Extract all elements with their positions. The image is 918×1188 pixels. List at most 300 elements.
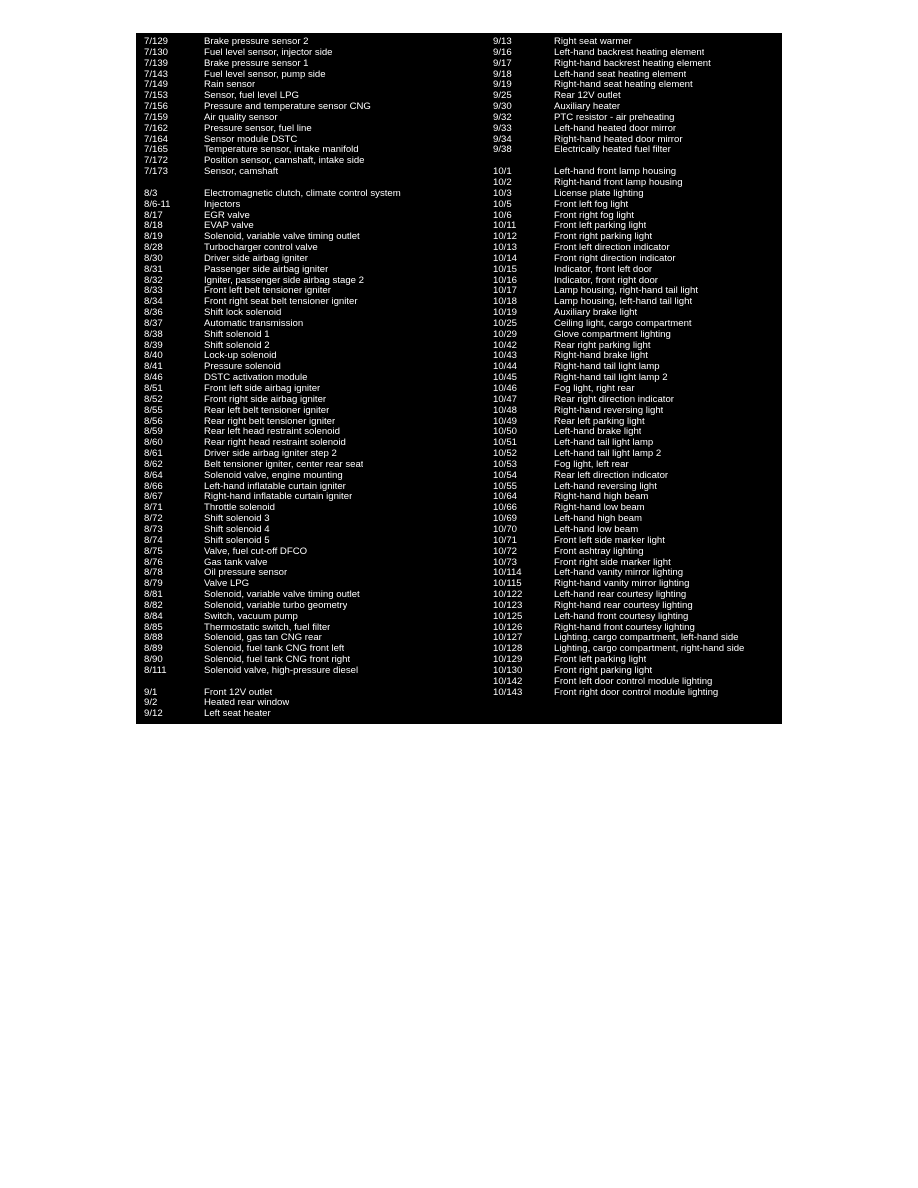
- component-code: 10/14: [493, 252, 518, 264]
- component-code: 9/16: [493, 46, 512, 58]
- component-code: 10/50: [493, 426, 518, 438]
- component-description: Lighting, cargo compartment, right-hand side: [554, 644, 745, 655]
- component-row: [493, 482, 779, 493]
- component-description: Front left side airbag igniter: [204, 384, 321, 394]
- component-description: Front right door control module lighting: [554, 687, 719, 698]
- component-code: 10/51: [493, 437, 518, 449]
- component-row: [144, 601, 484, 612]
- component-row: [144, 688, 484, 699]
- component-code: 9/33: [493, 122, 512, 134]
- component-row: [493, 406, 779, 417]
- component-row: [493, 167, 779, 178]
- component-description: Gas tank valve: [204, 557, 268, 568]
- component-row: [144, 633, 484, 644]
- component-code: 7/173: [144, 166, 169, 178]
- component-row: [144, 330, 484, 341]
- component-description: Lamp housing, left-hand tail light: [554, 297, 693, 308]
- component-code: 10/123: [493, 599, 523, 611]
- component-description: Rear 12V outlet: [554, 91, 621, 102]
- component-description: Front left belt tensioner igniter: [204, 286, 331, 297]
- component-description: Rear right parking light: [554, 340, 651, 351]
- component-code: 10/16: [493, 274, 518, 286]
- component-row: [144, 232, 484, 243]
- component-description: Front ashtray lighting: [554, 546, 644, 557]
- component-description: Front left fog light: [554, 199, 629, 210]
- component-description: Right-hand tail light lamp 2: [554, 373, 668, 384]
- right-column: [493, 37, 779, 698]
- component-code: 8/89: [144, 643, 163, 655]
- component-code: 7/149: [144, 79, 169, 91]
- component-row: [144, 644, 484, 655]
- component-code: 7/156: [144, 101, 169, 113]
- component-description: Solenoid, variable valve timing outlet: [204, 232, 360, 243]
- component-row: [144, 536, 484, 547]
- component-description: Solenoid valve, engine mounting: [204, 470, 343, 481]
- component-description: Pressure sensor, fuel line: [204, 123, 312, 134]
- component-description: Right-hand heated door mirror: [554, 134, 683, 145]
- component-row: [144, 91, 484, 102]
- component-description: Position sensor, camshaft, intake side: [204, 156, 365, 167]
- component-description: Glove compartment lighting: [554, 329, 671, 340]
- component-description: Lamp housing, right-hand tail light: [554, 286, 698, 297]
- component-code: 8/6-11: [144, 198, 171, 210]
- component-description: Right-hand tail light lamp: [554, 362, 660, 373]
- component-code: 8/18: [144, 220, 163, 232]
- component-code: 8/61: [144, 448, 163, 460]
- component-code: 10/18: [493, 296, 518, 308]
- component-row: [493, 37, 779, 48]
- component-description: Rear right direction indicator: [554, 394, 674, 405]
- component-row: [144, 384, 484, 395]
- component-description: Valve, fuel cut-off DFCO: [204, 546, 308, 557]
- component-description: Right-hand high beam: [554, 492, 649, 503]
- component-row: [144, 254, 484, 265]
- component-code: 7/153: [144, 90, 169, 102]
- component-description: Left-hand brake light: [554, 427, 642, 438]
- component-description: Fuel level sensor, pump side: [204, 69, 326, 80]
- component-row: [144, 514, 484, 525]
- component-description: Solenoid valve, high-pressure diesel: [204, 665, 359, 676]
- component-row: [493, 492, 779, 503]
- component-row: [144, 492, 484, 503]
- component-row: [493, 308, 779, 319]
- component-code: 8/71: [144, 502, 163, 514]
- component-description: Solenoid, variable valve timing outlet: [204, 590, 360, 601]
- component-description: Left-hand high beam: [554, 514, 643, 525]
- component-code: 9/32: [493, 111, 512, 123]
- component-code: 10/12: [493, 231, 518, 243]
- component-row: [144, 547, 484, 558]
- component-row: [144, 124, 484, 135]
- component-description: Front left door control module lighting: [554, 676, 713, 687]
- component-code: 10/1: [493, 166, 512, 178]
- component-description: Rear right belt tensioner igniter: [204, 416, 336, 427]
- component-row: [493, 536, 779, 547]
- component-row: [493, 145, 779, 156]
- component-code: 8/52: [144, 393, 163, 405]
- component-code: 8/66: [144, 480, 163, 492]
- component-description: Shift solenoid 2: [204, 340, 270, 351]
- component-code: 10/2: [493, 176, 512, 188]
- component-description: Solenoid, fuel tank CNG front left: [204, 644, 345, 655]
- component-description: DSTC activation module: [204, 373, 308, 384]
- component-row: [144, 471, 484, 482]
- component-row: [144, 362, 484, 373]
- component-code: 8/74: [144, 534, 163, 546]
- component-description: Brake pressure sensor 1: [204, 58, 309, 69]
- component-code: 9/34: [493, 133, 512, 145]
- component-list-panel: [136, 33, 782, 724]
- component-code: 8/81: [144, 589, 163, 601]
- component-code: 9/2: [144, 697, 158, 709]
- component-row: [493, 156, 779, 167]
- component-code: 8/62: [144, 458, 163, 470]
- component-description: Right-hand vanity mirror lighting: [554, 579, 690, 590]
- component-row: [493, 70, 779, 81]
- component-row: [144, 286, 484, 297]
- component-row: [144, 460, 484, 471]
- component-row: [144, 200, 484, 211]
- component-row: [144, 612, 484, 623]
- component-row: [144, 395, 484, 406]
- component-code: 8/111: [144, 664, 167, 676]
- component-description: Rear left direction indicator: [554, 470, 669, 481]
- component-code: 7/159: [144, 111, 169, 123]
- component-description: Right-hand low beam: [554, 503, 645, 514]
- component-description: Left seat heater: [204, 709, 271, 720]
- component-code: 9/18: [493, 68, 512, 80]
- component-row: [493, 80, 779, 91]
- component-code: 9/13: [493, 36, 512, 47]
- component-code: 8/3: [144, 187, 158, 199]
- component-description: Auxiliary brake light: [554, 308, 638, 319]
- component-row: [493, 427, 779, 438]
- component-description: Valve LPG: [204, 579, 250, 590]
- component-description: Electrically heated fuel filter: [554, 145, 671, 156]
- component-code: 10/6: [493, 209, 512, 221]
- component-code: 10/143: [493, 686, 523, 698]
- component-code: 10/122: [493, 589, 523, 601]
- component-row: [493, 633, 779, 644]
- component-code: 8/59: [144, 426, 163, 438]
- component-code: 8/17: [144, 209, 163, 221]
- component-row: [493, 211, 779, 222]
- component-code: 10/13: [493, 242, 518, 254]
- component-code: 8/46: [144, 372, 163, 384]
- component-row: [144, 558, 484, 569]
- component-description: Turbocharger control valve: [204, 243, 318, 254]
- component-row: [144, 666, 484, 677]
- component-code: 9/12: [144, 708, 163, 720]
- component-code: 7/130: [144, 46, 169, 58]
- component-row: [144, 243, 484, 254]
- component-code: 8/85: [144, 621, 163, 633]
- component-row: [144, 677, 484, 688]
- component-description: EGR valve: [204, 210, 250, 221]
- component-row: [493, 135, 779, 146]
- component-row: [144, 568, 484, 579]
- component-description: Front right seat belt tensioner igniter: [204, 297, 358, 308]
- component-row: [144, 417, 484, 428]
- component-row: [493, 351, 779, 362]
- component-code: 8/37: [144, 317, 163, 329]
- component-row: [144, 449, 484, 460]
- component-code: 10/69: [493, 513, 518, 525]
- component-description: Front left parking light: [554, 655, 647, 666]
- component-description: Electromagnetic clutch, climate control system: [204, 188, 401, 199]
- component-row: [144, 525, 484, 536]
- component-description: Left-hand seat heating element: [554, 69, 687, 80]
- component-row: [493, 644, 779, 655]
- component-code: 10/53: [493, 458, 518, 470]
- component-row: [493, 113, 779, 124]
- component-code: 10/5: [493, 198, 512, 210]
- component-description: Right-hand brake light: [554, 351, 648, 362]
- component-row: [144, 590, 484, 601]
- component-code: 7/129: [144, 36, 169, 47]
- component-row: [493, 124, 779, 135]
- component-row: [144, 59, 484, 70]
- component-row: [493, 341, 779, 352]
- component-code: 8/55: [144, 404, 163, 416]
- component-row: [144, 623, 484, 634]
- component-row: [493, 48, 779, 59]
- component-code: 10/43: [493, 350, 518, 362]
- component-row: [493, 221, 779, 232]
- component-row: [144, 178, 484, 189]
- component-code: 10/15: [493, 263, 518, 275]
- component-row: [493, 612, 779, 623]
- component-code: [144, 677, 204, 688]
- component-description: Pressure solenoid: [204, 362, 281, 373]
- component-description: Indicator, front right door: [554, 275, 658, 286]
- component-row: [144, 297, 484, 308]
- component-code: 10/44: [493, 361, 518, 373]
- component-code: 9/38: [493, 144, 512, 156]
- component-row: [493, 558, 779, 569]
- component-description: Passenger side airbag igniter: [204, 264, 329, 275]
- component-row: [493, 102, 779, 113]
- component-description: Sensor module DSTC: [204, 134, 298, 145]
- component-code: 10/25: [493, 317, 518, 329]
- component-row: [493, 677, 779, 688]
- component-code: 8/64: [144, 469, 163, 481]
- component-description: Solenoid, variable turbo geometry: [204, 600, 348, 611]
- component-description: Right seat warmer: [554, 37, 632, 47]
- component-row: [144, 319, 484, 330]
- component-code: 10/130: [493, 664, 523, 676]
- component-row: [493, 232, 779, 243]
- component-description: Lock-up solenoid: [204, 351, 277, 362]
- component-row: [493, 254, 779, 265]
- component-description: Left-hand backrest heating element: [554, 47, 705, 58]
- component-description: PTC resistor - air preheating: [554, 112, 675, 123]
- component-description: Temperature sensor, intake manifold: [204, 145, 359, 156]
- component-description: Shift solenoid 4: [204, 524, 270, 535]
- component-description: Sensor, fuel level LPG: [204, 91, 299, 102]
- component-code: 8/28: [144, 242, 163, 254]
- component-code: 8/34: [144, 296, 163, 308]
- component-code: 10/45: [493, 372, 518, 384]
- component-code: 10/52: [493, 448, 518, 460]
- component-code: 9/17: [493, 57, 512, 69]
- component-description: Front left side marker light: [554, 535, 665, 546]
- component-description: Pressure and temperature sensor CNG: [204, 102, 371, 113]
- component-description: Sensor, camshaft: [204, 167, 279, 178]
- component-code: 8/51: [144, 383, 163, 394]
- component-description: Left-hand vanity mirror lighting: [554, 568, 684, 579]
- component-row: [493, 91, 779, 102]
- component-row: [493, 547, 779, 558]
- component-row: [493, 601, 779, 612]
- component-code: 7/162: [144, 122, 169, 134]
- component-code: 9/25: [493, 90, 512, 102]
- component-code: 9/19: [493, 79, 512, 91]
- component-row: [144, 211, 484, 222]
- component-code: 9/30: [493, 101, 512, 113]
- component-code: 10/125: [493, 610, 523, 622]
- component-code: 10/64: [493, 491, 518, 503]
- component-row: [144, 503, 484, 514]
- component-code: 10/54: [493, 469, 518, 481]
- component-description: Front right direction indicator: [554, 253, 676, 264]
- component-row: [144, 406, 484, 417]
- component-row: [493, 655, 779, 666]
- component-code: 10/70: [493, 523, 518, 535]
- component-description: Right-hand front courtesy lighting: [554, 622, 695, 633]
- component-description: Front right side airbag igniter: [204, 394, 327, 405]
- component-description: Auxiliary heater: [554, 102, 621, 113]
- component-code: 8/39: [144, 339, 163, 351]
- component-description: Right-hand rear courtesy lighting: [554, 600, 693, 611]
- component-row: [493, 319, 779, 330]
- component-description: Automatic transmission: [204, 318, 304, 329]
- component-code: 7/143: [144, 68, 169, 80]
- component-description: Shift solenoid 3: [204, 514, 270, 525]
- component-row: [493, 449, 779, 460]
- component-row: [493, 384, 779, 395]
- component-code: 8/88: [144, 632, 163, 644]
- component-code: 8/36: [144, 307, 163, 319]
- component-code: 8/40: [144, 350, 163, 362]
- component-code: 8/19: [144, 231, 163, 243]
- component-row: [144, 373, 484, 384]
- component-code: 8/32: [144, 274, 163, 286]
- component-description: Rear left parking light: [554, 416, 645, 427]
- component-description: Switch, vacuum pump: [204, 611, 298, 622]
- component-description: Left-hand low beam: [554, 524, 639, 535]
- component-description: Belt tensioner igniter, center rear seat: [204, 459, 364, 470]
- component-description: Rear left head restraint solenoid: [204, 427, 340, 438]
- component-description: Front right parking light: [554, 665, 653, 676]
- component-row: [493, 417, 779, 428]
- component-code: 10/17: [493, 285, 518, 297]
- component-description: Rain sensor: [204, 80, 256, 91]
- component-description: Left-hand tail light lamp 2: [554, 449, 662, 460]
- component-row: [493, 503, 779, 514]
- component-code: 10/55: [493, 480, 518, 492]
- component-description: Left-hand tail light lamp: [554, 438, 654, 449]
- component-description: Fog light, right rear: [554, 384, 635, 394]
- component-code: 8/56: [144, 415, 163, 427]
- component-description: Driver side airbag igniter: [204, 253, 308, 264]
- component-row: [144, 341, 484, 352]
- component-row: [493, 525, 779, 536]
- component-description: Left-hand reversing light: [554, 481, 657, 492]
- component-code: 8/30: [144, 252, 163, 264]
- component-row: [493, 276, 779, 287]
- component-description: Fuel level sensor, injector side: [204, 47, 333, 58]
- component-description: Throttle solenoid: [204, 503, 275, 514]
- component-description: Front right parking light: [554, 232, 653, 243]
- component-row: [144, 655, 484, 666]
- component-code: 10/19: [493, 307, 518, 319]
- component-code: 7/164: [144, 133, 169, 145]
- component-row: [144, 80, 484, 91]
- component-code: 10/48: [493, 404, 518, 416]
- component-code: 10/42: [493, 339, 518, 351]
- component-code: 10/128: [493, 643, 523, 655]
- component-description: Injectors: [204, 199, 241, 210]
- component-description: Solenoid, gas tan CNG rear: [204, 633, 322, 644]
- component-code: 10/115: [493, 578, 522, 590]
- component-row: [144, 698, 484, 709]
- component-code: 8/73: [144, 523, 163, 535]
- component-code: 10/127: [493, 632, 523, 644]
- component-code: 7/139: [144, 57, 169, 69]
- component-row: [144, 265, 484, 276]
- component-description: Front left direction indicator: [554, 243, 670, 254]
- component-code: 10/66: [493, 502, 518, 514]
- component-code: 10/49: [493, 415, 518, 427]
- component-code: 10/71: [493, 534, 518, 546]
- component-row: [493, 59, 779, 70]
- component-code: 7/165: [144, 144, 169, 156]
- component-code: 9/1: [144, 686, 158, 698]
- component-row: [144, 135, 484, 146]
- component-row: [493, 460, 779, 471]
- component-row: [144, 438, 484, 449]
- component-row: [493, 265, 779, 276]
- component-description: Brake pressure sensor 2: [204, 37, 309, 47]
- component-row: [493, 362, 779, 373]
- component-description: Left-hand rear courtesy lighting: [554, 590, 687, 601]
- left-column: [144, 37, 484, 720]
- component-code: 8/41: [144, 361, 163, 373]
- component-row: [144, 156, 484, 167]
- component-row: [144, 308, 484, 319]
- component-row: [493, 438, 779, 449]
- component-code: 8/60: [144, 437, 163, 449]
- component-description: Front right side marker light: [554, 557, 671, 568]
- component-code: 8/38: [144, 328, 163, 340]
- component-description: EVAP valve: [204, 221, 254, 232]
- component-description: Right-hand front lamp housing: [554, 177, 683, 188]
- component-description: Right-hand reversing light: [554, 405, 664, 416]
- component-row: [144, 145, 484, 156]
- component-row: [493, 189, 779, 200]
- component-code: 8/75: [144, 545, 163, 557]
- component-row: [144, 482, 484, 493]
- component-description: Rear right head restraint solenoid: [204, 438, 346, 449]
- component-description: Lighting, cargo compartment, left-hand side: [554, 633, 739, 644]
- component-row: [144, 579, 484, 590]
- component-description: Left-hand front lamp housing: [554, 167, 677, 178]
- component-row: [493, 568, 779, 579]
- component-code: 10/29: [493, 328, 518, 340]
- component-row: [493, 330, 779, 341]
- component-description: License plate lighting: [554, 188, 644, 199]
